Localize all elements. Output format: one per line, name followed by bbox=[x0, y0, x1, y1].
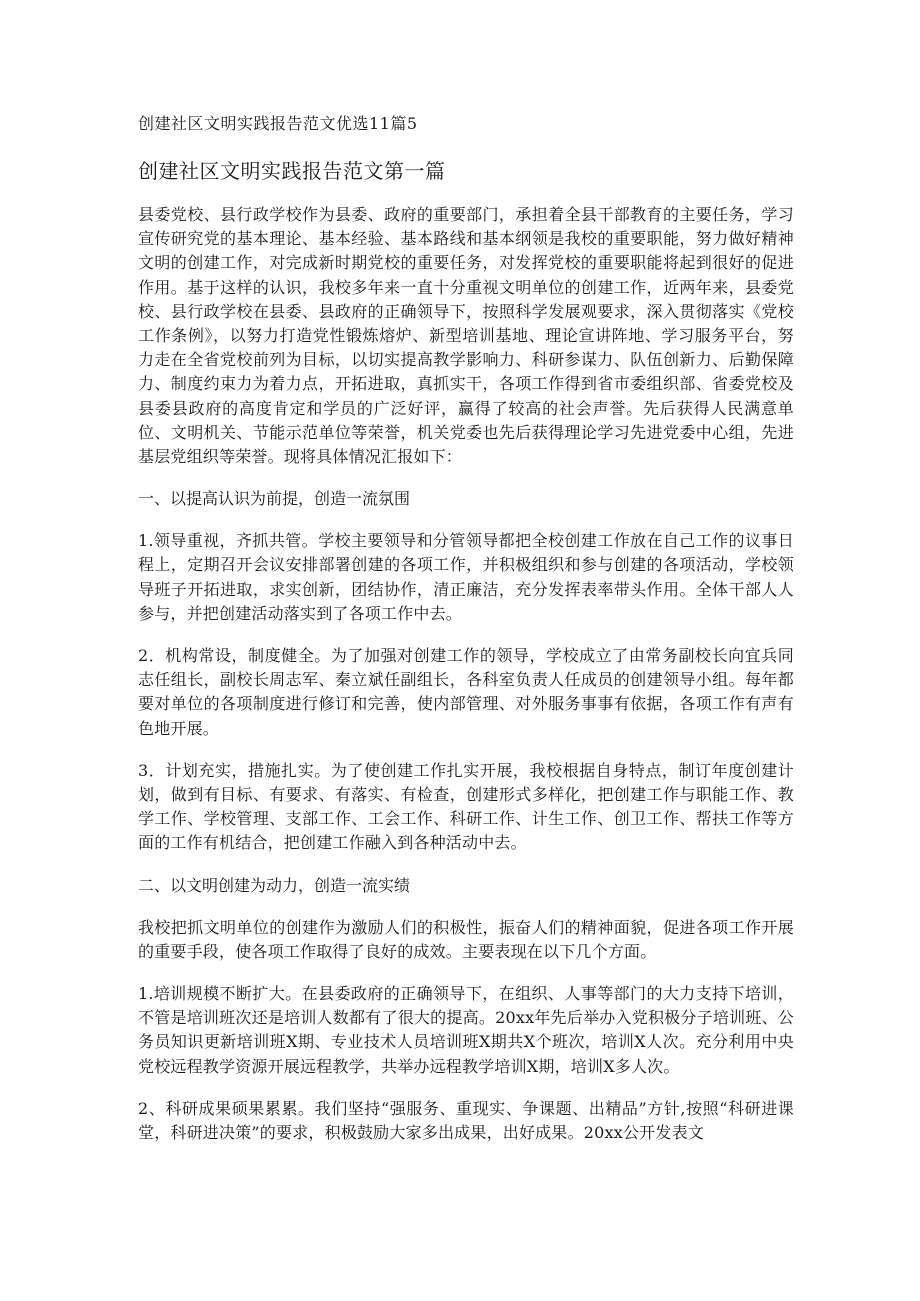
paragraph-leadership: 1.领导重视，齐抓共管。学校主要领导和分管领导都把全校创建工作放在自己工作的议事日程上，定期召开会议安排部署创建的各项工作，并积极组织和参与创建的各项活动，学校领导班子开拓进取，求实创新，团结协作，清正廉洁，充分发挥表率带头作用。全体干部人人参与，并把创建活动落实到了各项工作中去。 bbox=[138, 531, 794, 623]
paragraph-research: 2、科研成果硕果累累。我们坚持“强服务、重现实、争课题、出精品”方针,按照“科研进课堂，科研进决策”的要求，积极鼓励大家多出成果，出好成果。20xx公开发表文 bbox=[138, 1098, 794, 1143]
document-title: 创建社区文明实践报告范文优选11篇5 bbox=[138, 114, 418, 133]
heading-part-one: 一、以提高认识为前提，创造一流氛围 bbox=[138, 489, 411, 509]
document-body bbox=[138, 203, 794, 1163]
section-title: 创建社区文明实践报告范文第一篇 bbox=[138, 159, 446, 183]
paragraph-training: 1.培训规模不断扩大。在县委政府的正确领导下，在组织、人事等部门的大力支持下培训，不管是培训班次还是培训人数都有了很大的提高。20xx年先后举办入党积极分子培训班、公务员知识更新培训班X期、专业技术人员培训班X期共X个班次，培训X人次。充分利用中央党校远程教学资源开展远程教学，共举办远程教学培训X期，培训X多人次。 bbox=[138, 984, 794, 1076]
paragraph-intro: 县委党校、县行政学校作为县委、政府的重要部门，承担着全县干部教育的主要任务，学习宣传研究党的基本理论、基本经验、基本路线和基本纲领是我校的重要职能，努力做好精神文明的创建工作，对完成新时期党校的重要任务，对发挥党校的重要职能将起到很好的促进作用。基于这样的认识，我校多年来一直十分重视文明单位的创建工作，近两年来，县委党校、县行政学校在县委、县政府的正确领导下，按照科学发展观要求，深入贯彻落实《党校工作条例》，以努力打造党性锻炼熔炉、新型培训基地、理论宣讲阵地、学习服务平台，努力走在全省党校前列为目标，以切实提高教学影响力、科研参谋力、队伍创新力、后勤保障力、制度约束力为着力点，开拓进取，真抓实干，各项工作得到省市委组织部、省委党校及县委县政府的高度肯定和学员的广泛好评，赢得了较高的社会声誉。先后获得人民满意单位、文明机关、节能示范单位等荣誉，机关党委也先后获得理论学习先进党委中心组，先进基层党组织等荣誉。现将具体情况汇报如下： bbox=[138, 205, 794, 467]
paragraph-planning: 3．计划充实，措施扎实。为了使创建工作扎实开展，我校根据自身特点，制订年度创建计划，做到有目标、有要求、有落实、有检查，创建形式多样化，把创建工作与职能工作、教学工作、学校管理、支部工作、工会工作、科研工作、计生工作、创卫工作、帮扶工作等方面的工作有机结合，把创建工作融入到各种活动中去。 bbox=[138, 760, 794, 853]
paragraph-organization: 2．机构常设，制度健全。为了加强对创建工作的领导，学校成立了由常务副校长向宜兵同志任组长，副校长周志军、秦立斌任副组长，各科室负责人任成员的创建领导小组。每年都要对单位的各项制度进行修订和完善，使内部管理、对外服务事事有依据，各项工作有声有色地开展。 bbox=[138, 646, 794, 738]
heading-part-two: 二、以文明创建为动力，创造一流实绩 bbox=[138, 875, 411, 895]
paragraph-overview: 我校把抓文明单位的创建作为激励人们的积极性，振奋人们的精神面貌，促进各项工作开展的重要手段，使各项工作取得了良好的成效。主要表现在以下几个方面。 bbox=[138, 917, 794, 961]
